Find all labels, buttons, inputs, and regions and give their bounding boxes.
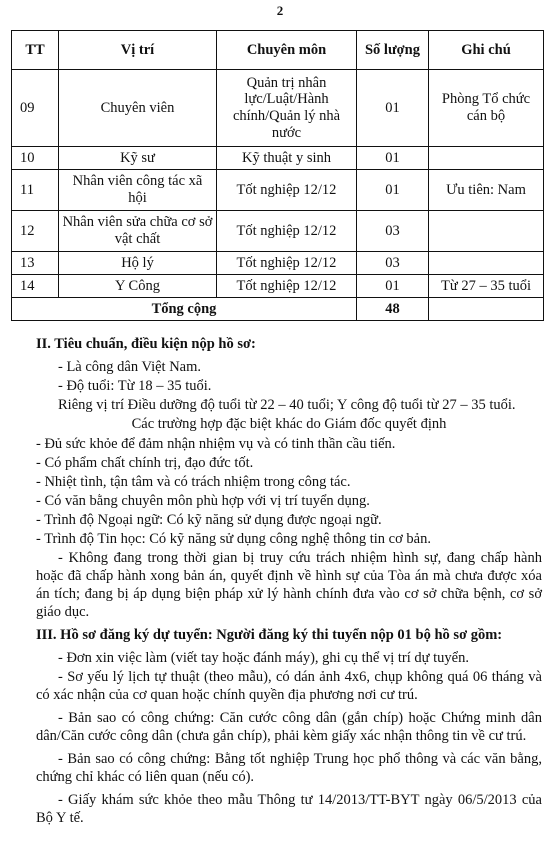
cell-note	[429, 211, 544, 252]
total-note-empty	[429, 298, 544, 321]
cell-quantity: 03	[357, 252, 429, 275]
cell-quantity: 01	[357, 170, 429, 211]
section-2-heading: II. Tiêu chuẩn, điều kiện nộp hồ sơ:	[36, 336, 256, 352]
table-total-row	[12, 298, 544, 321]
header-quantity: Số lượng	[357, 31, 429, 70]
cell-note	[429, 252, 544, 275]
section-3-heading: III. Hồ sơ đăng ký dự tuyển: Người đăng ký thi tuyển nộp 01 bộ hồ sơ gồm:	[36, 627, 503, 643]
cell-specialty: Tốt nghiệp 12/12	[217, 275, 357, 298]
cell-tt: 11	[12, 170, 59, 211]
cell-tt: 12	[12, 211, 59, 252]
cell-position: Chuyên viên	[59, 70, 217, 147]
cell-tt: 13	[12, 252, 59, 275]
header-note: Ghi chú	[429, 31, 544, 70]
cell-position: Kỹ sư	[59, 147, 217, 170]
cell-specialty: Tốt nghiệp 12/12	[217, 252, 357, 275]
document-body	[36, 335, 542, 832]
cell-position: Nhân viên sửa chữa cơ sở vật chất	[59, 211, 217, 252]
section-2-item: - Đủ sức khỏe để đảm nhận nhiệm vụ và có tinh thần cầu tiến.	[36, 436, 396, 452]
recruitment-table	[11, 30, 544, 321]
cell-tt: 09	[12, 70, 59, 147]
section-2-item: - Trình độ Ngoại ngữ: Có kỹ năng sử dụng được ngoại ngữ.	[36, 512, 382, 528]
cell-quantity: 01	[357, 70, 429, 147]
section-2-item: - Không đang trong thời gian bị truy cứu trách nhiệm hình sự, đang chấp hành hoặc đã chấp hành xong bản án, quyết định về hình sự của Tòa án mà chưa được xóa án tích; đang bị áp dụng biện pháp xử lý hành chính đưa vào cơ sở chữa bệnh, cơ sở giáo dục.	[36, 550, 542, 620]
cell-note: Ưu tiên: Nam	[429, 170, 544, 211]
cell-specialty: Tốt nghiệp 12/12	[217, 211, 357, 252]
section-3-item: - Bản sao có công chứng: Bằng tốt nghiệp Trung học phổ thông và các văn bằng, chứng chỉ khác có liên quan (nếu có).	[36, 751, 542, 785]
cell-tt: 14	[12, 275, 59, 298]
section-2-item: - Nhiệt tình, tận tâm và có trách nhiệm trong công tác.	[36, 474, 351, 490]
cell-note	[429, 147, 544, 170]
cell-position: Y Công	[59, 275, 217, 298]
table-row	[12, 275, 544, 298]
section-2-item: - Có phẩm chất chính trị, đạo đức tốt.	[36, 455, 254, 471]
header-specialty: Chuyên môn	[217, 31, 357, 70]
cell-quantity: 01	[357, 275, 429, 298]
section-2-item: - Độ tuổi: Từ 18 – 35 tuổi.	[58, 378, 212, 394]
cell-note: Phòng Tổ chức cán bộ	[429, 70, 544, 147]
cell-specialty: Tốt nghiệp 12/12	[217, 170, 357, 211]
section-3-item: - Sơ yếu lý lịch tự thuật (theo mẫu), có dán ảnh 4x6, chụp không quá 06 tháng và có xác nhận của cơ quan hoặc chính quyền địa phương nơi cư trú.	[36, 669, 542, 703]
table-row	[12, 211, 544, 252]
section-2-item: - Trình độ Tin học: Có kỹ năng sử dụng công nghệ thông tin cơ bản.	[36, 531, 431, 547]
cell-note: Từ 27 – 35 tuổi	[429, 275, 544, 298]
table-row	[12, 147, 544, 170]
cell-quantity: 01	[357, 147, 429, 170]
cell-position: Nhân viên công tác xã hội	[59, 170, 217, 211]
section-2-item: Riêng vị trí Điều dưỡng độ tuổi từ 22 – 40 tuổi; Y công độ tuổi từ 27 – 35 tuổi.	[58, 397, 516, 413]
section-3-item: - Đơn xin việc làm (viết tay hoặc đánh máy), ghi cụ thể vị trí dự tuyển.	[58, 650, 469, 666]
section-2-item: - Là công dân Việt Nam.	[58, 359, 202, 375]
section-3-item: - Bản sao có công chứng: Căn cước công dân (gắn chíp) hoặc Chứng minh dân dân/Căn cước công dân (chưa gắn chíp), phải kèm giấy xác nhận thông tin về cư trú.	[36, 710, 542, 744]
cell-position: Hộ lý	[59, 252, 217, 275]
total-label: Tổng cộng	[12, 298, 357, 321]
table-row	[12, 70, 544, 147]
total-value: 48	[357, 298, 429, 321]
header-position: Vị trí	[59, 31, 217, 70]
section-2-item: - Có văn bằng chuyên môn phù hợp với vị trí tuyển dụng.	[36, 493, 370, 509]
page-number: 2	[276, 3, 284, 18]
cell-tt: 10	[12, 147, 59, 170]
cell-specialty: Quản trị nhân lực/Luật/Hành chính/Quản lý nhà nước	[217, 70, 357, 147]
section-3-item: - Giấy khám sức khỏe theo mẫu Thông tư 14/2013/TT-BYT ngày 06/5/2013 của Bộ Y tế.	[36, 792, 542, 826]
table-row	[12, 170, 544, 211]
table-header-row	[12, 31, 544, 70]
cell-quantity: 03	[357, 211, 429, 252]
table-row	[12, 252, 544, 275]
section-2-item: Các trường hợp đặc biệt khác do Giám đốc quyết định	[131, 416, 447, 432]
header-tt: TT	[12, 31, 59, 70]
cell-specialty: Kỹ thuật y sinh	[217, 147, 357, 170]
